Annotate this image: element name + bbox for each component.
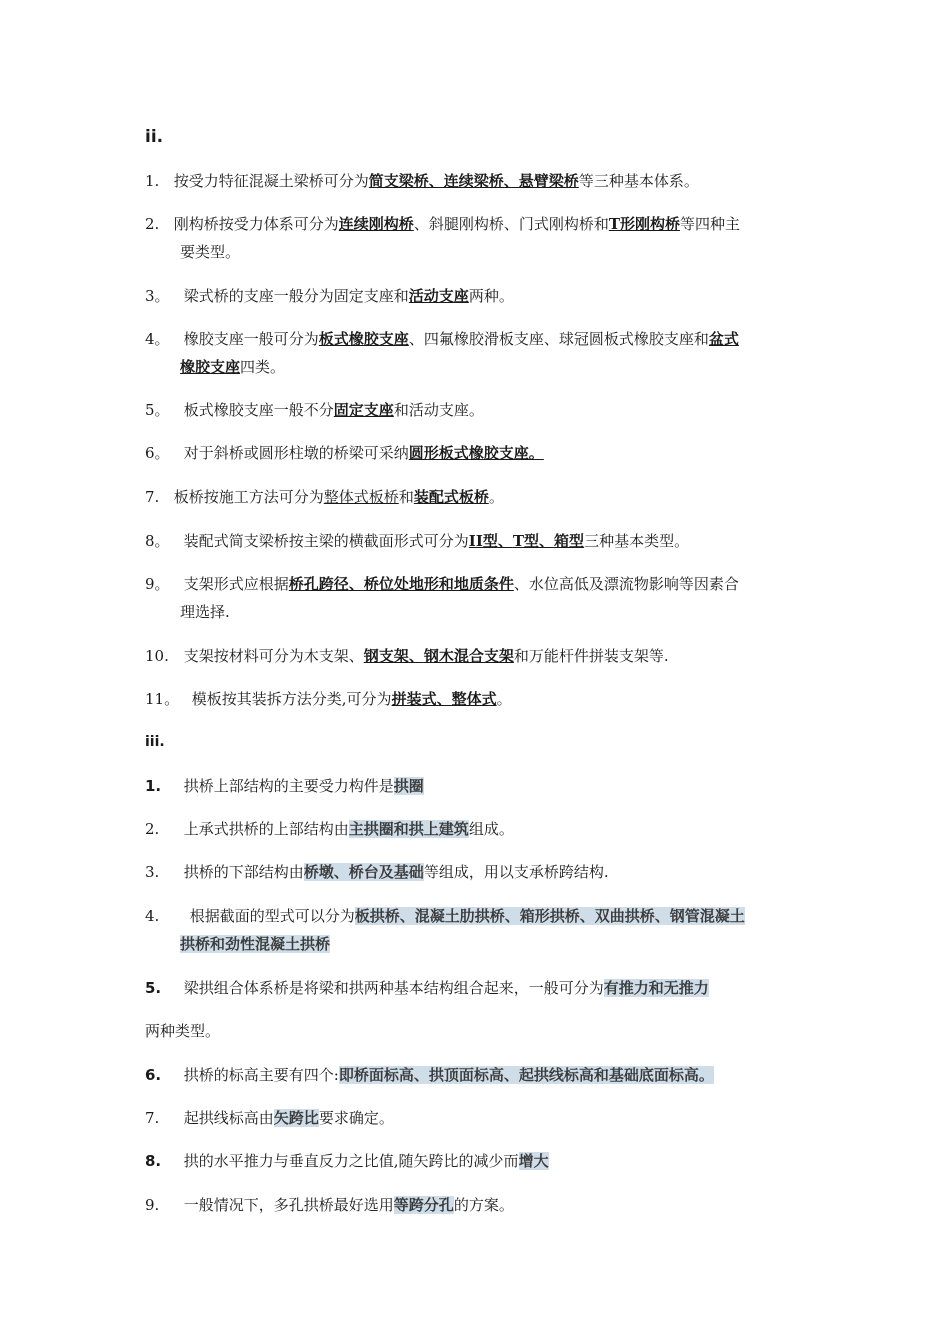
answer-text: 、	[539, 532, 555, 550]
item-text: 拱的水平推力与垂直反力之比值,随矢跨比的减少而	[183, 1152, 519, 1170]
item-text: 的方案。	[453, 1196, 514, 1214]
item-text: 和活动支座。	[393, 401, 484, 419]
item-text: 橡胶支座一般可分为	[183, 330, 319, 348]
list-item	[145, 1147, 810, 1175]
item-text: 。	[488, 488, 504, 506]
item-text: 梁拱组合体系桥是将梁和拱两种基本结构组合起来，一般可分为	[183, 979, 604, 997]
answer-text: 桥位处地形和地质条件	[363, 575, 514, 593]
highlighted-answer: 桥墩、桥台及基础	[303, 863, 424, 881]
list-item	[145, 902, 810, 930]
item-number: 5。	[145, 401, 170, 419]
item-number: 8。	[145, 532, 170, 550]
item-text: 两种。	[468, 287, 514, 305]
item-text: 起拱线标高由	[183, 1109, 274, 1127]
item-text: 按受力特征混凝土梁桥可分为	[173, 172, 369, 190]
item-text: 组成。	[468, 820, 514, 838]
list-item	[145, 570, 810, 598]
item-text: 上承式拱桥的上部结构由	[183, 820, 349, 838]
list-item	[145, 210, 810, 238]
item-continuation: 理选择.	[180, 603, 230, 621]
answer-text: T型	[512, 532, 540, 550]
answer-text: T形刚构桥	[608, 215, 680, 233]
answer-text: 、	[348, 575, 364, 593]
answer-text: 整体式板桥	[323, 488, 399, 506]
answer-text: 简支梁桥、连续梁桥、悬臂梁桥	[368, 172, 579, 190]
list-item	[145, 282, 810, 310]
item-text: 板式橡胶支座一般不分	[183, 401, 334, 419]
answer-text: 整体式	[451, 690, 497, 708]
item-number: 10.	[145, 647, 169, 665]
item-text: 等四种主	[680, 215, 741, 233]
item-number: 2.	[145, 820, 160, 838]
highlighted-answer: 等跨分孔	[393, 1196, 454, 1214]
answer-text: 箱型	[554, 532, 585, 550]
item-number: 9.	[145, 1196, 160, 1214]
item-text: 要求确定。	[318, 1109, 394, 1127]
item-text: 根据截面的型式可以分为	[189, 907, 355, 925]
section-heading-ii: ii.	[145, 127, 164, 147]
answer-text: 拼装式	[391, 690, 437, 708]
answer-text: 活动支座	[408, 287, 469, 305]
item-number: 6.	[145, 1066, 162, 1084]
item-text: 板桥按施工方法可分为	[173, 488, 324, 506]
list-item	[145, 815, 810, 843]
highlighted-answer: 拱圈	[393, 777, 424, 795]
answer-text: 、	[408, 647, 424, 665]
list-item	[145, 974, 810, 1002]
item-number: 7.	[145, 1109, 160, 1127]
item-text: 拱桥的标高主要有四个:	[183, 1066, 339, 1084]
list-item	[145, 325, 810, 353]
list-item	[145, 1104, 810, 1132]
answer-text: 连续刚构桥	[338, 215, 414, 233]
item-continuation	[180, 930, 330, 958]
item-text: 拱桥上部结构的主要受力构件是	[183, 777, 394, 795]
answer-text: 桥孔跨径	[288, 575, 349, 593]
list-item	[145, 685, 810, 713]
answer-text: 、	[497, 532, 513, 550]
item-number: 8.	[145, 1152, 162, 1170]
highlighted-answer: 板拱桥、混凝土肋拱桥、箱形拱桥、双曲拱桥、钢管混凝土	[354, 907, 745, 925]
item-text: 刚构桥按受力体系可分为	[173, 215, 339, 233]
answer-text: 固定支座	[333, 401, 394, 419]
item-number: 3。	[145, 287, 170, 305]
item-text: 、斜腿刚构桥、门式刚构桥和	[413, 215, 609, 233]
highlighted-answer: 主拱圈和拱上建筑	[348, 820, 469, 838]
item-number: 1.	[145, 777, 162, 795]
item-number: 6。	[145, 444, 170, 462]
answer-text: 橡胶支座	[180, 358, 241, 376]
list-item	[145, 396, 810, 424]
highlighted-answer: 有推力和无推力	[603, 979, 709, 997]
item-text: 。	[496, 690, 512, 708]
item-text: 四类。	[240, 358, 286, 376]
item-text: 梁式桥的支座一般分为固定支座和	[183, 287, 409, 305]
item-text: 和	[398, 488, 414, 506]
list-item	[145, 527, 810, 555]
item-text: 支架按材料可分为木支架、	[183, 647, 364, 665]
answer-text: 圆形板式橡胶支座。	[408, 444, 544, 462]
highlighted-answer: 拱桥和劲性混凝土拱桥	[180, 935, 331, 953]
item-text: 、水位高低及漂流物影响等因素合	[513, 575, 739, 593]
item-text: 对于斜桥或圆形柱墩的桥梁可采纳	[183, 444, 409, 462]
item-continuation	[180, 353, 285, 381]
item-text: 支架形式应根据	[183, 575, 289, 593]
answer-text: 钢木混合支架	[423, 647, 514, 665]
list-item	[145, 483, 810, 511]
item-number: 1.	[145, 172, 160, 190]
highlighted-answer: 增大	[518, 1152, 549, 1170]
item-number: 11。	[145, 690, 180, 708]
item-text: 装配式简支梁桥按主梁的横截面形式可分为	[183, 532, 469, 550]
item-number: 5.	[145, 979, 162, 997]
item-number: 2.	[145, 215, 160, 233]
item-number: 4.	[145, 907, 160, 925]
item-continuation: 两种类型。	[145, 1022, 221, 1040]
list-item	[145, 439, 810, 467]
item-number: 7.	[145, 488, 160, 506]
answer-text: 钢支架	[363, 647, 409, 665]
item-number: 4。	[145, 330, 170, 348]
answer-text: 装配式板桥	[413, 488, 489, 506]
answer-text: 板式橡胶支座	[318, 330, 409, 348]
item-text: 三种基本类型。	[584, 532, 690, 550]
section-heading-iii: iii.	[145, 734, 165, 750]
list-item	[145, 772, 810, 800]
item-text: 等组成，用以支承桥跨结构.	[423, 863, 609, 881]
list-item	[145, 167, 810, 195]
item-text: 等三种基本体系。	[578, 172, 699, 190]
list-item	[145, 642, 810, 670]
highlighted-answer: 矢跨比	[273, 1109, 319, 1127]
answer-text: 盆式	[708, 330, 739, 348]
item-continuation: 要类型。	[180, 243, 241, 261]
item-text: 、四氟橡胶滑板支座、球冠圆板式橡胶支座和	[408, 330, 709, 348]
list-item	[145, 1061, 810, 1089]
highlighted-answer: 即桥面标高、拱顶面标高、起拱线标高和基础底面标高。	[338, 1066, 714, 1084]
item-text: 拱桥的下部结构由	[183, 863, 304, 881]
item-number: 9。	[145, 575, 170, 593]
answer-text: 、	[436, 690, 452, 708]
answer-text: II型	[468, 532, 498, 550]
item-text: 模板按其装拆方法分类,可分为	[191, 690, 392, 708]
item-text: 一般情况下，多孔拱桥最好选用	[183, 1196, 394, 1214]
item-text: 和万能杆件拼装支架等.	[513, 647, 669, 665]
list-item	[145, 1191, 810, 1219]
item-number: 3.	[145, 863, 160, 881]
list-item	[145, 858, 810, 886]
